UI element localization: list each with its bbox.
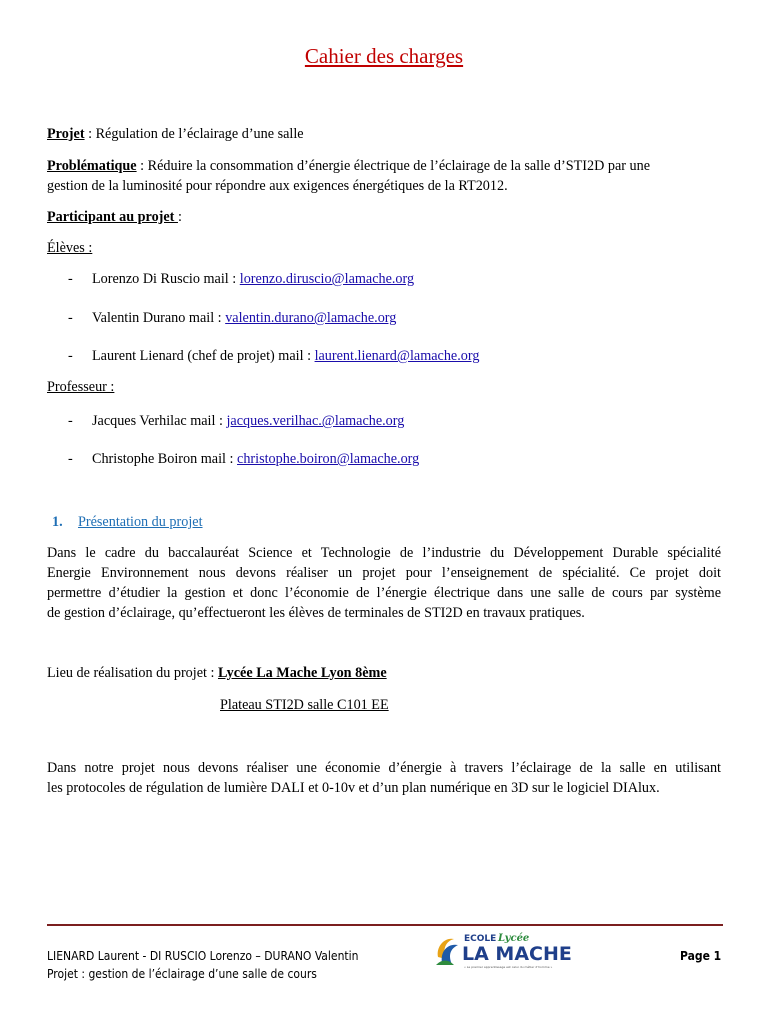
professeur-item xyxy=(92,411,404,431)
section-heading-presentation xyxy=(52,512,203,532)
participants-label: Participant au projet xyxy=(47,209,178,225)
problematique-line-2: gestion de la luminosité pour répondre aux exigences énergétiques de la RT2012. xyxy=(47,178,508,194)
email-link[interactable]: christophe.boiron@lamache.org xyxy=(237,451,420,467)
eleves-label: Élèves : xyxy=(47,240,93,256)
protocol-paragraph xyxy=(47,758,721,798)
eleve-name: Lorenzo Di Ruscio mail : xyxy=(92,271,240,287)
section-number: 1. xyxy=(52,514,63,530)
logo-name: LA MACHE xyxy=(462,943,572,965)
paragraph-line: Dans notre projet nous devons réaliser une économie d’énergie à travers l’éclairage de la salle en utilisant xyxy=(47,760,721,776)
lieu-label: Lieu de réalisation du projet : xyxy=(47,665,218,681)
lieu-value: Lycée La Mache Lyon 8ème xyxy=(217,665,387,681)
bullet: - xyxy=(68,310,73,326)
projet-value: Régulation de l’éclairage d’une salle xyxy=(95,126,304,142)
footer-subtitle: Projet : gestion de l’éclairage d’une salle de cours xyxy=(47,967,317,981)
projet-line xyxy=(47,124,304,144)
projet-label: Projet xyxy=(47,126,85,142)
projet-sep: : xyxy=(84,126,96,142)
lieu-line xyxy=(47,663,387,683)
eleve-item xyxy=(92,346,479,366)
bullet: - xyxy=(68,413,73,429)
paragraph-line: Dans le cadre du baccalauréat Science et Technologie de l’industrie du Développement Durable spécialité xyxy=(47,545,721,561)
problematique-label: Problématique xyxy=(47,158,137,174)
email-link[interactable]: jacques.verilhac.@lamache.org xyxy=(226,413,405,429)
logo-tagline: « Le premier apprentissage est celui du métier d’homme » xyxy=(464,965,553,969)
footer-authors: LIENARD Laurent - DI RUSCIO Lorenzo – DURANO Valentin xyxy=(47,949,359,963)
professeur-name: Christophe Boiron mail : xyxy=(92,451,238,467)
logo-ecole: ECOLE xyxy=(464,934,497,944)
footer-divider xyxy=(47,924,723,926)
section-title: Présentation du projet xyxy=(78,514,203,530)
eleve-item xyxy=(92,269,414,289)
bullet: - xyxy=(68,451,73,467)
email-link[interactable]: laurent.lienard@lamache.org xyxy=(314,348,480,364)
bullet: - xyxy=(68,348,73,364)
school-logo xyxy=(434,929,574,971)
bullet: - xyxy=(68,271,73,287)
plateau-line: Plateau STI2D salle C101 EE xyxy=(220,697,389,713)
participants-sep: : xyxy=(177,209,182,225)
professeur-item xyxy=(92,449,419,469)
problematique-line-1 xyxy=(47,156,650,176)
presentation-paragraph xyxy=(47,543,721,623)
page-title: Cahier des charges xyxy=(304,44,464,68)
logo-graphic xyxy=(434,929,574,971)
logo-lycee: Lycée xyxy=(498,933,530,944)
problematique-text-1: : Réduire la consommation d’énergie électrique de l’éclairage de la salle d’STI2D par une xyxy=(136,158,651,174)
paragraph-line: de gestion d’éclairage, qu’effectueront les élèves de terminales de STI2D en travaux pratiques. xyxy=(47,605,585,621)
email-link[interactable]: lorenzo.diruscio@lamache.org xyxy=(239,271,415,287)
eleve-name: Laurent Lienard (chef de projet) mail : xyxy=(92,348,315,364)
eleve-item xyxy=(92,308,396,328)
eleve-name: Valentin Durano mail : xyxy=(92,310,226,326)
email-link[interactable]: valentin.durano@lamache.org xyxy=(225,310,397,326)
page-number: Page 1 xyxy=(680,949,722,963)
paragraph-line: Energie Environnement nous devons réaliser un projet pour l’enseignement de spécialité. Ce projet doit xyxy=(47,565,721,581)
paragraph-line: les protocoles de régulation de lumière DALI et 0-10v et d’un plan numérique en 3D sur le logiciel DIAlux. xyxy=(47,780,660,796)
professeur-label: Professeur : xyxy=(47,379,115,395)
professeur-name: Jacques Verhilac mail : xyxy=(92,413,227,429)
participants-heading xyxy=(47,207,182,227)
paragraph-line: permettre d’étudier la gestion et donc l’économie de l’énergie électrique dans une salle de cours par système xyxy=(47,585,721,601)
